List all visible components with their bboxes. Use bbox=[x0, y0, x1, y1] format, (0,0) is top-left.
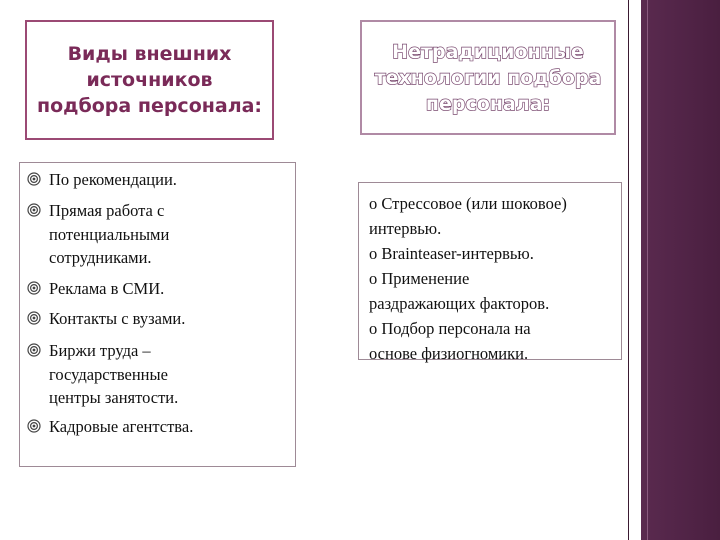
list-item-line: потенциальными bbox=[49, 224, 170, 244]
target-bullet-icon bbox=[27, 172, 41, 186]
technology-line: o Подбор персонала на bbox=[369, 319, 531, 338]
technologies-text-box bbox=[358, 182, 622, 363]
list-item-line: По рекомендации. bbox=[49, 170, 177, 189]
list-item bbox=[20, 168, 295, 192]
target-bullet-icon bbox=[27, 203, 41, 217]
list-item-line: Биржи труда – bbox=[49, 341, 151, 360]
technology-line: основе физиогномики. bbox=[369, 344, 529, 363]
list-item-line: сотрудниками. bbox=[49, 248, 152, 267]
list-item-line: Кадровые агентства. bbox=[49, 417, 194, 436]
list-item-line: Прямая работа с bbox=[49, 201, 165, 220]
sources-list-box bbox=[19, 162, 296, 467]
technology-line: раздражающих факторов. bbox=[369, 294, 550, 313]
list-item-line: центры занятости. bbox=[49, 388, 179, 407]
list-item bbox=[20, 277, 295, 301]
right-title-line: технологии подбора bbox=[374, 66, 602, 89]
list-item-line: государственные bbox=[49, 364, 168, 384]
left-title-box bbox=[25, 20, 274, 140]
vertical-divider-line bbox=[628, 0, 629, 540]
target-bullet-icon bbox=[27, 343, 41, 357]
left-title-line: подбора персонала: bbox=[36, 95, 263, 117]
right-title-line: Нетрадиционные bbox=[392, 40, 584, 63]
technology-line: o Применение bbox=[369, 269, 470, 288]
list-item-line: Реклама в СМИ. bbox=[49, 279, 165, 298]
list-item bbox=[20, 415, 295, 439]
list-item bbox=[20, 199, 295, 270]
left-title-line: источников bbox=[86, 69, 213, 91]
target-bullet-icon bbox=[27, 281, 41, 295]
technology-line: o Стрессовое (или шоковое) bbox=[369, 194, 567, 213]
technology-line: интервью. bbox=[369, 219, 442, 238]
side-band-accent-line bbox=[647, 0, 648, 540]
list-item bbox=[20, 339, 295, 410]
list-item-line: Контакты с вузами. bbox=[49, 309, 186, 328]
decorative-side-band bbox=[641, 0, 720, 540]
target-bullet-icon bbox=[27, 311, 41, 325]
right-title-line: персонала: bbox=[425, 92, 551, 115]
target-bullet-icon bbox=[27, 419, 41, 433]
left-title bbox=[37, 41, 262, 119]
right-title bbox=[375, 39, 602, 117]
technology-line: o Brainteaser-интервью. bbox=[369, 244, 534, 263]
left-title-line: Виды внешних bbox=[67, 43, 232, 65]
right-title-box bbox=[360, 20, 616, 135]
list-item bbox=[20, 307, 295, 331]
